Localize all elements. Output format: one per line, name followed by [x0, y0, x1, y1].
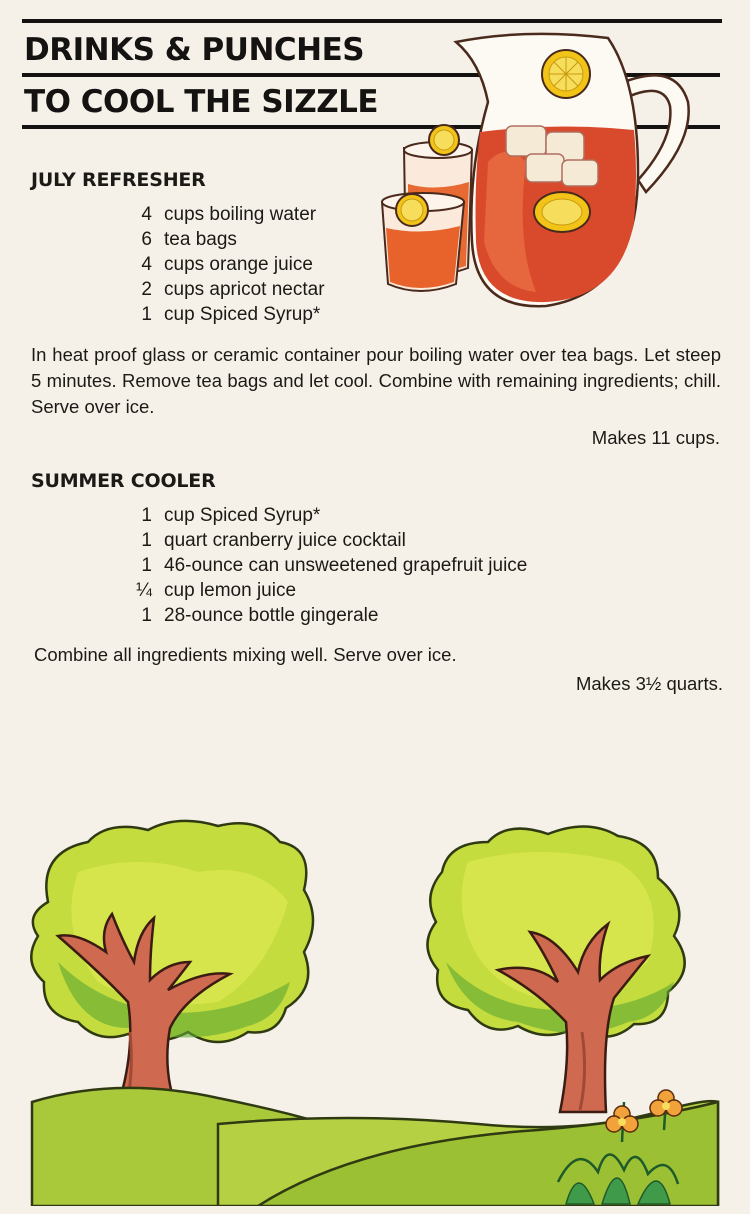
directions-summer-cooler: Combine all ingredients mixing well. Serve over ice.	[34, 644, 457, 665]
ingredient-row	[118, 528, 527, 553]
ingredient-text: cups boiling water	[164, 204, 317, 225]
pitcher-illustration	[376, 22, 696, 312]
recipe-title-july-refresher: JULY REFRESHER	[31, 169, 206, 191]
ingredient-row	[118, 503, 527, 528]
yield-july-refresher: Makes 11 cups.	[591, 427, 720, 448]
ingredient-qty: 4	[141, 204, 152, 225]
ingredient-text: cup Spiced Syrup*	[164, 505, 321, 526]
ingredient-row	[118, 302, 325, 327]
ingredient-row	[118, 277, 325, 302]
ingredient-text: cups apricot nectar	[164, 279, 325, 300]
ingredient-text: quart cranberry juice cocktail	[164, 530, 406, 551]
ingredient-row	[118, 578, 527, 603]
lemon-slice-pitcher-top	[542, 50, 590, 98]
ingredient-text: 46-ounce can unsweetened grapefruit juice	[164, 555, 528, 576]
ingredient-qty: 1	[141, 304, 152, 325]
ingredient-qty: 1	[141, 605, 152, 626]
ingredient-row	[118, 603, 527, 628]
yield-summer-cooler: Makes 3½ quarts.	[575, 673, 723, 694]
ingredient-text: tea bags	[164, 229, 237, 250]
directions-july-refresher: In heat proof glass or ceramic container pour boiling water over tea bags. Let steep 5 minutes. Remove tea bags and let cool. Combine with remaining ingredients; chill. Serve over ice.	[31, 344, 721, 417]
ingredient-text: cup Spiced Syrup*	[164, 304, 321, 325]
ingredient-qty: ¼	[136, 580, 152, 601]
lemon-slice-front	[396, 194, 428, 226]
lemon-slice-back	[429, 125, 459, 155]
recipe-title-summer-cooler: SUMMER COOLER	[31, 470, 216, 492]
ingredient-list-summer-cooler	[118, 503, 527, 628]
page-title-line-2: TO COOL THE SIZZLE	[24, 84, 379, 120]
ingredient-qty: 4	[141, 254, 152, 275]
trees-and-hills-illustration	[18, 812, 722, 1206]
ingredient-row	[118, 553, 527, 578]
ingredient-row	[118, 202, 325, 227]
ingredient-text: 28-ounce bottle gingerale	[164, 605, 379, 626]
lemon-slice-pitcher-inside	[534, 192, 590, 232]
ingredient-text: cup lemon juice	[164, 580, 297, 601]
ingredient-qty: 1	[141, 555, 152, 576]
ingredient-qty: 1	[141, 505, 152, 526]
ingredient-qty: 2	[141, 279, 152, 300]
ingredient-row	[118, 252, 325, 277]
page-title-line-1: DRINKS & PUNCHES	[24, 32, 365, 68]
ingredient-list-july-refresher	[118, 202, 325, 327]
ingredient-text: cups orange juice	[164, 254, 313, 275]
ingredient-row	[118, 227, 325, 252]
ingredient-qty: 6	[141, 229, 152, 250]
ingredient-qty: 1	[141, 530, 152, 551]
